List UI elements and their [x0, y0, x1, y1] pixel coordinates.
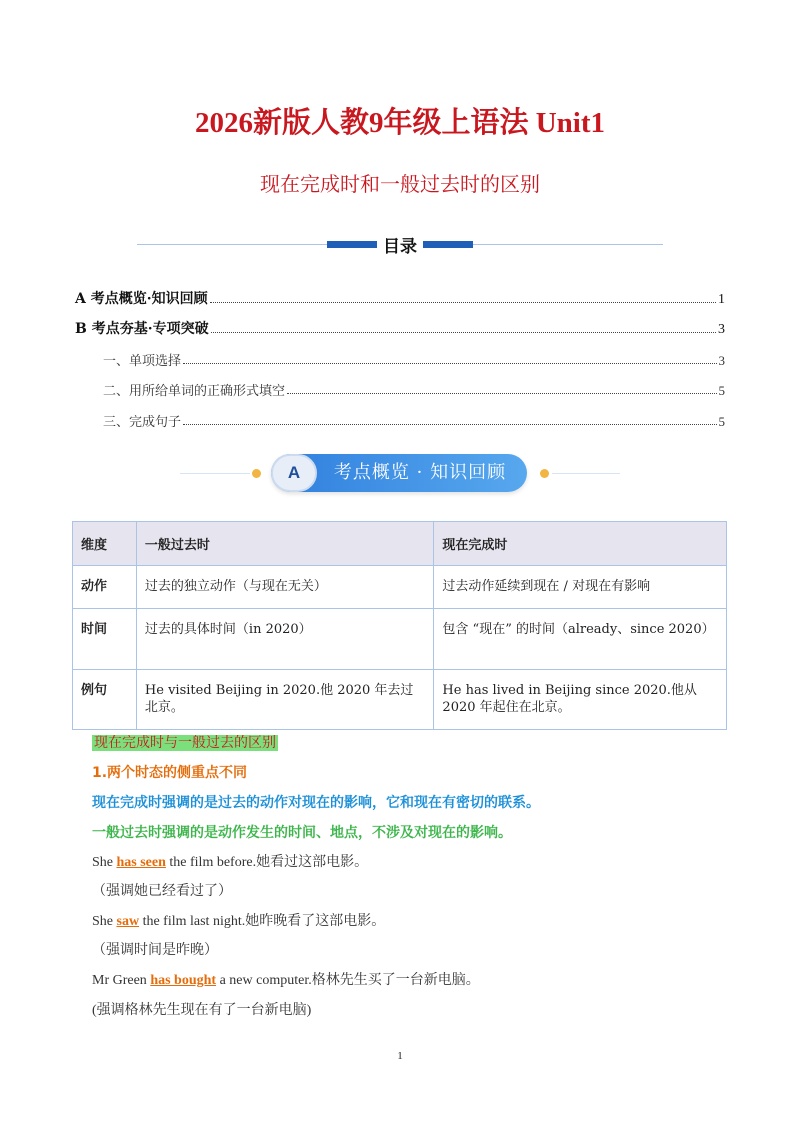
table-cell: 动作: [73, 566, 137, 609]
toc-entry[interactable]: [103, 408, 725, 430]
toc-entry-page: 5: [718, 383, 725, 398]
banner-dot-right: [540, 469, 549, 478]
toc-entry[interactable]: [103, 347, 725, 369]
toc-entry-text: 三、完成句子: [103, 415, 182, 430]
banner-line-left: [180, 473, 250, 474]
example-text: She: [92, 914, 117, 929]
table-cell: He has lived in Beijing since 2020.他从 2020 年起住在北京。: [434, 670, 727, 730]
table-row: [73, 670, 727, 730]
document-subtitle: 现在完成时和一般过去时的区别: [260, 172, 540, 196]
point-heading: 1.两个时态的侧重点不同: [92, 765, 248, 781]
toc-entry-page: 3: [718, 353, 725, 368]
example-text: Mr Green: [92, 973, 151, 988]
toc-leader: [183, 363, 716, 364]
banner-dot-left: [252, 469, 261, 478]
notes-heading-text: 现在完成时与一般过去的区别: [94, 735, 276, 751]
toc-entry-text: B 考点夯基·专项突破: [75, 321, 209, 337]
comparison-table: [72, 521, 727, 730]
toc-label: 目录: [377, 232, 423, 257]
example-verb: saw: [116, 914, 140, 929]
example-text: the film before.她看过这部电影。: [165, 855, 369, 870]
banner-line-right: [552, 473, 620, 474]
section-banner: [180, 452, 620, 494]
banner-letter: A: [271, 454, 317, 492]
table-header-row: [73, 522, 727, 566]
table-cell: 过去的独立动作（与现在无关）: [136, 566, 434, 609]
table-cell: 包含 “现在” 的时间（already、since 2020）: [434, 609, 727, 670]
table-header-cell: 现在完成时: [434, 522, 727, 566]
table-cell: He visited Beijing in 2020.他 2020 年去过北京。: [136, 670, 434, 730]
table-cell: 过去动作延续到现在 / 对现在有影响: [434, 566, 727, 609]
notes-heading: [92, 732, 278, 752]
document-title: 2026新版人教9年级上语法 Unit1: [194, 107, 606, 139]
table-row: [73, 566, 727, 609]
toc-entry[interactable]: [103, 377, 725, 399]
banner-title: 考点概览 · 知识回顾: [333, 462, 507, 483]
example-text: a new computer.格林先生买了一台新电脑。: [216, 973, 480, 988]
toc-leader: [287, 393, 716, 394]
table-cell: 时间: [73, 609, 137, 670]
toc-leader: [211, 332, 716, 333]
toc-leader: [183, 424, 716, 425]
toc-entry-text: A 考点概览·知识回顾: [75, 291, 208, 307]
example-verb: has seen: [116, 855, 166, 870]
toc-entry[interactable]: [75, 286, 725, 308]
toc-header: [137, 232, 663, 258]
toc-accent-left: [327, 241, 383, 248]
toc-entry-text: 二、用所给单词的正确形式填空: [103, 384, 286, 399]
page-number: 1: [397, 1050, 403, 1062]
toc-entry-page: 1: [718, 292, 725, 307]
example-text: She: [92, 855, 117, 870]
example-sentence: [92, 969, 480, 989]
toc-entry[interactable]: [75, 316, 725, 338]
example-text: the film last night.她昨晚看了这部电影。: [139, 914, 386, 929]
toc-accent-right: [417, 241, 473, 248]
example-note: （强调她已经看过了）: [92, 884, 232, 899]
toc-entry-text: 一、单项选择: [103, 354, 182, 369]
table-cell: 例句: [73, 670, 137, 730]
toc-entry-page: 5: [718, 414, 725, 429]
toc-entry-page: 3: [718, 322, 725, 337]
example-note: (强调格林先生现在有了一台新电脑): [92, 1003, 312, 1018]
toc-leader: [210, 302, 716, 303]
present-perfect-rule: 现在完成时强调的是过去的动作对现在的影响，它和现在有密切的联系。: [92, 795, 540, 811]
example-sentence: [92, 851, 368, 871]
example-note: （强调时间是昨晚）: [92, 943, 218, 958]
table-header-cell: 一般过去时: [136, 522, 434, 566]
example-verb: has bought: [150, 973, 217, 988]
table-header-cell: 维度: [73, 522, 137, 566]
example-sentence: [92, 910, 385, 930]
table-cell: 过去的具体时间（in 2020）: [136, 609, 434, 670]
table-row: [73, 609, 727, 670]
simple-past-rule: 一般过去时强调的是动作发生的时间、地点，不涉及对现在的影响。: [92, 825, 512, 841]
